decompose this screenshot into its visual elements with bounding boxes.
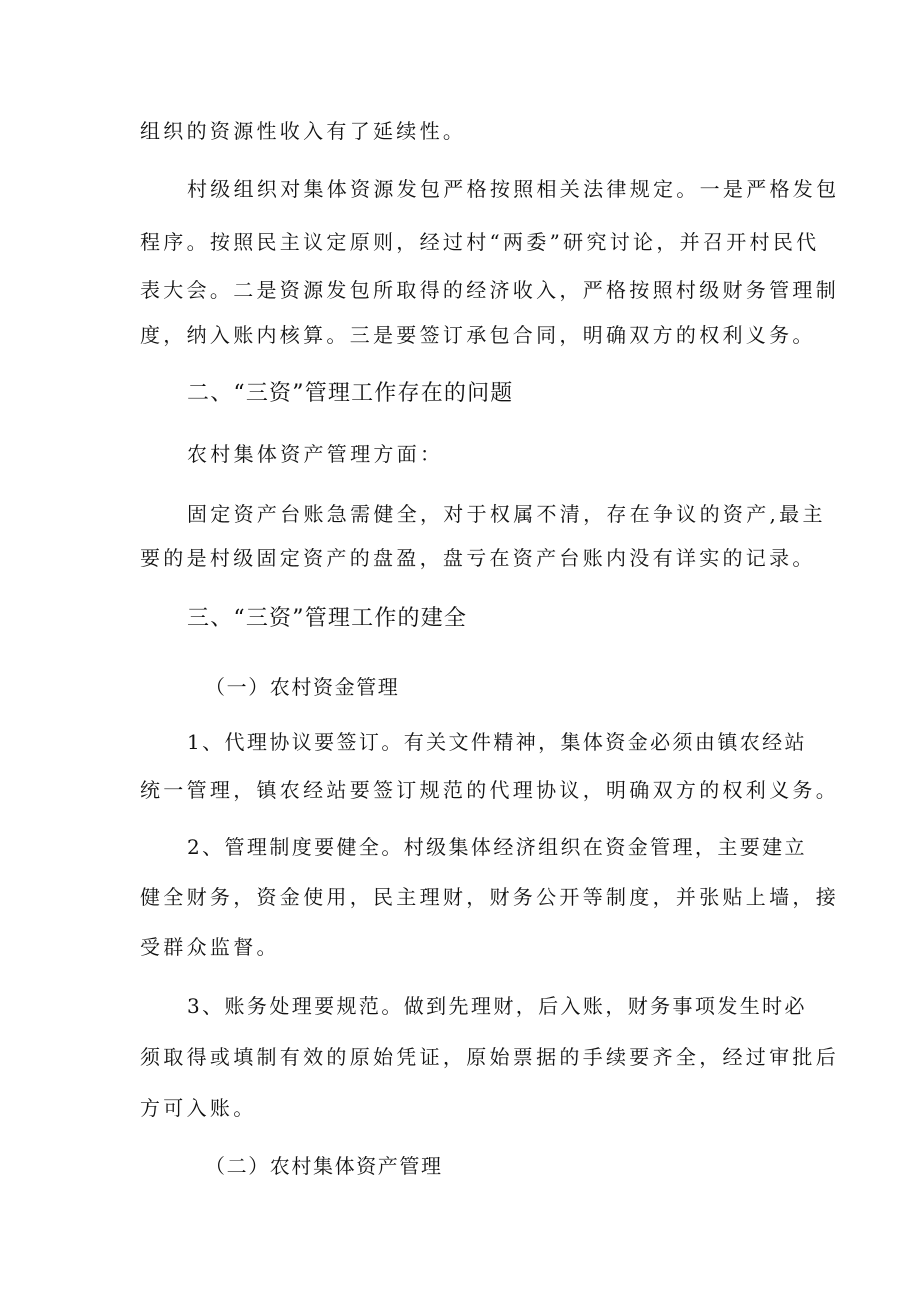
paragraph-line: 方可入账。 — [140, 1096, 257, 1120]
paragraph-line: 1、代理协议要签订。有关文件精神，集体资金必须由镇农经站 — [187, 730, 807, 754]
paragraph-line: 2、管理制度要健全。村级集体经济组织在资金管理，主要建立 — [187, 835, 807, 859]
paragraph-line: 健全财务，资金使用，民主理财，财务公开等制度，并张贴上墙，接 — [140, 885, 839, 909]
paragraph-line: 表大会。二是资源发包所取得的经济收入，严格按照村级财务管理制 — [140, 278, 839, 302]
paragraph-line: 统一管理，镇农经站要签订规范的代理协议，明确双方的权利义务。 — [140, 778, 839, 802]
paragraph-line: 须取得或填制有效的原始凭证，原始票据的手续要齐全，经过审批后 — [140, 1045, 839, 1069]
paragraph-line: 村级组织对集体资源发包严格按照相关法律规定。一是严格发包 — [187, 177, 840, 201]
subsection-heading: （一）农村资金管理 — [205, 675, 400, 699]
subsection-heading: （二）农村集体资产管理 — [205, 1154, 443, 1178]
section-heading: 二、“三资”管理工作存在的问题 — [187, 381, 514, 406]
section-heading: 三、“三资”管理工作的建全 — [187, 606, 468, 631]
paragraph-line: 3、账务处理要规范。做到先理财，后入账，财务事项发生时必 — [187, 994, 807, 1018]
paragraph-line: 度，纳入账内核算。三是要签订承包合同，明确双方的权利义务。 — [140, 323, 816, 347]
paragraph-line: 固定资产台账急需健全，对于权属不清，存在争议的资产,最主 — [187, 502, 826, 526]
paragraph-line: 要的是村级固定资产的盘盈，盘亏在资产台账内没有详实的记录。 — [140, 546, 816, 570]
paragraph-line: 组织的资源性收入有了延续性。 — [140, 119, 467, 143]
paragraph-line: 受群众监督。 — [140, 935, 280, 959]
paragraph-line: 程序。按照民主议定原则，经过村“两委”研究讨论，并召开村民代 — [140, 230, 820, 254]
paragraph-line: 农村集体资产管理方面： — [187, 442, 444, 466]
